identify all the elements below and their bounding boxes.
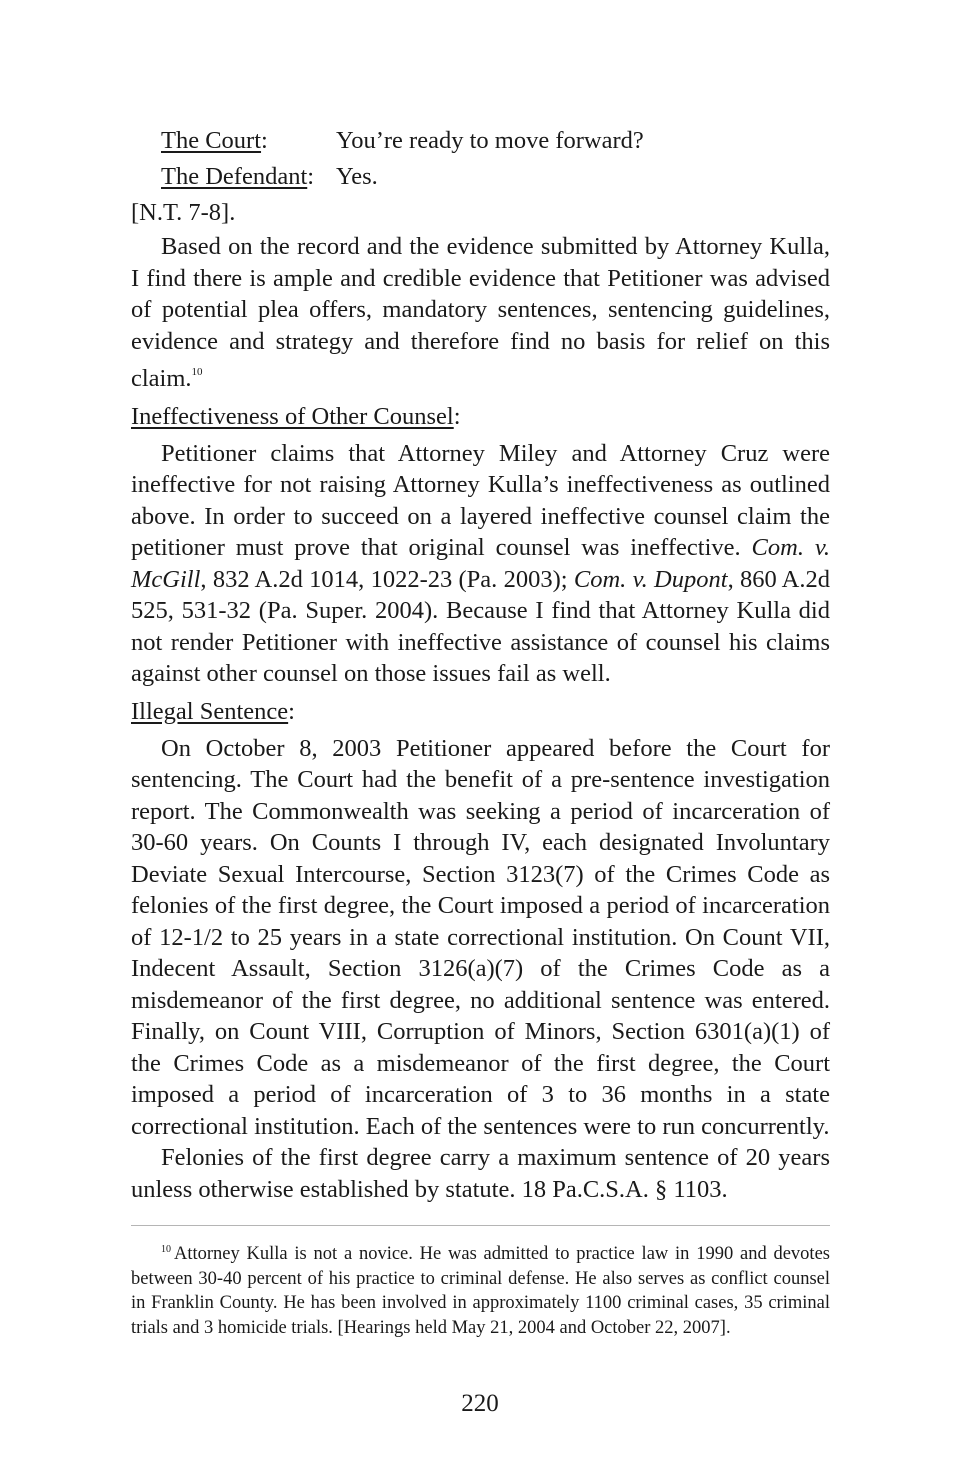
dialogue-line-court	[131, 123, 830, 159]
footnote-divider	[131, 1225, 830, 1226]
case-name: Com. v. McGill	[131, 534, 831, 593]
paragraph-plea-offers: Based on the record and the evidence submitted by Attorney Kulla, I find there is ample and credible evidence that Petitioner was advised of potential plea offers, mandatory sentences, sentencing guidelines, evidence and strategy and therefore find no basis for relief on this claim.$^{10}$	[131, 233, 830, 392]
page-body	[131, 123, 830, 1340]
speaker-label: The Court	[161, 127, 262, 154]
footnote-10: $^{10}$ Attorney Kulla is not a novice. He was admitted to practice law in 1990 and devotes between 30-40 percent of his practice to criminal defense. He also serves as conflict counsel in Franklin County. He has been involved in approximately 1100 criminal cases, 35 criminal trials and 3 homicide trials. [Hearings held May 21, 2004 and October 22, 2007].	[131, 1244, 830, 1338]
section-heading-other-counsel: Ineffectiveness of Other Counsel:	[131, 402, 461, 430]
dialogue-text: You’re ready to move forward?	[336, 127, 644, 154]
speaker-court: The Court:	[161, 127, 268, 154]
dialogue-text: Yes.	[336, 163, 378, 190]
paragraph-other-counsel: Petitioner claims that Attorney Miley and Attorney Cruz were ineffective for not raising Attorney Kulla’s ineffectiveness as outlined above. In order to succeed on a layered ineffective counsel claim the petitioner must prove that original counsel was ineffective. Com. v. McGill, 832 A.2d 1014, 1022-23 (Pa. 2003); Com. v. Dupont, 860 A.2d 525, 531-32 (Pa. Super. 2004). Because I find that Attorney Kulla did not render Petitioner with ineffective assistance of counsel his claims against other counsel on those issues fail as well.	[131, 439, 831, 687]
footnote-number: 10	[161, 1244, 171, 1255]
speaker-defendant: The Defendant:	[161, 163, 315, 190]
speaker-label: The Defendant	[161, 163, 308, 190]
dialogue-line-defendant	[131, 159, 830, 195]
footnote-ref: 10	[191, 366, 203, 378]
paragraph-felony-maximum: Felonies of the first degree carry a maximum sentence of 20 years unless otherwise established by statute. 18 Pa.C.S.A. § 1103.	[131, 1144, 830, 1203]
transcript-citation: [N.T. 7-8].	[131, 199, 236, 226]
section-heading-illegal-sentence: Illegal Sentence:	[131, 697, 295, 725]
paragraph-sentencing: On October 8, 2003 Petitioner appeared before the Court for sentencing. The Court had the benefit of a pre-sentence investigation report. The Commonwealth was seeking a period of incarceration of 30-60 years. On Counts I through IV, each designated Involuntary Deviate Sexual Intercourse, Section 3123(7) of the Crimes Code as felonies of the first degree, the Court imposed a period of incarceration of 12-1/2 to 25 years in a state correctional institution. On Count VII, Indecent Assault, Section 3126(a)(7) of the Crimes Code as a misdemeanor of the first degree, no additional sentence was entered. Finally, on Count VIII, Corruption of Minors, Section 6301(a)(1) of the Crimes Code as a misdemeanor of the first degree, the Court imposed a period of incarceration of 3 to 36 months in a state correctional institution. Each of the sentences were to run concurrently.	[131, 734, 830, 1140]
case-name: Com. v. Dupont	[573, 565, 728, 593]
page-number: 220	[461, 1390, 499, 1417]
